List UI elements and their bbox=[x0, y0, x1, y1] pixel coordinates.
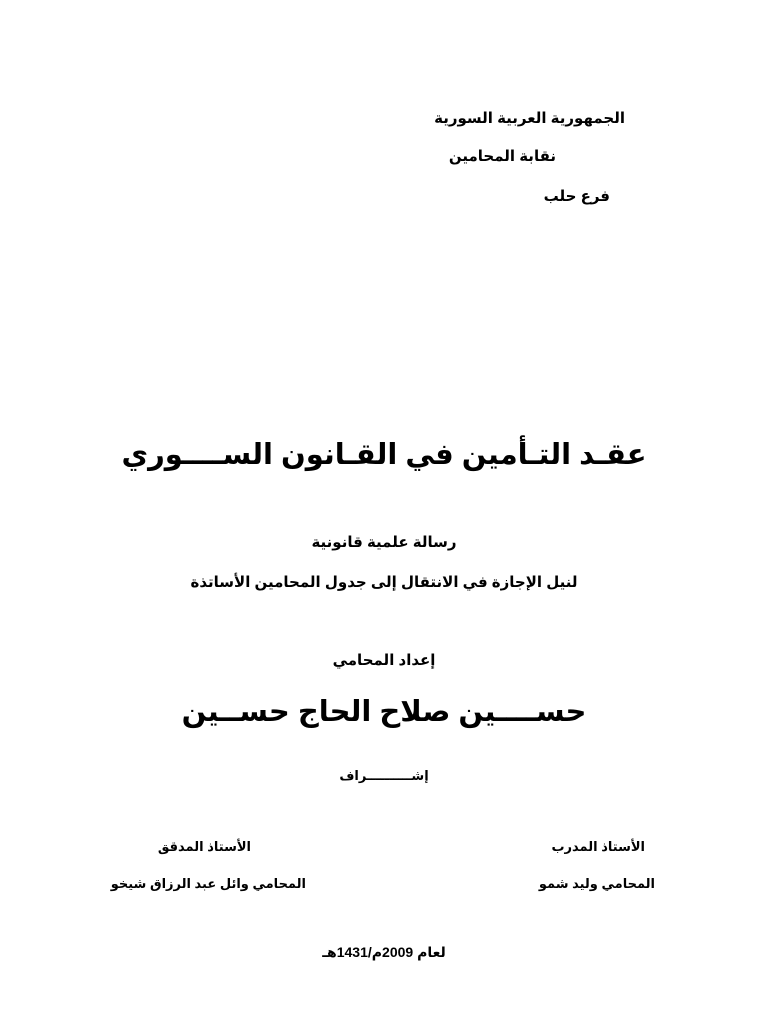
document-subtitle: رسالة علمية قانونية bbox=[311, 534, 457, 551]
header-syndicate: نقابة المحامين bbox=[448, 148, 556, 165]
trainer-name: المحامي وليد شمو bbox=[538, 876, 655, 891]
auditor-name: المحامي وائل عبد الرزاق شيخو bbox=[110, 876, 306, 891]
trainer-title: الأستاذ المدرب bbox=[551, 839, 645, 854]
prepared-by-label: إعداد المحامي bbox=[332, 652, 436, 669]
author-name: حســــين صلاح الحاج حســين bbox=[181, 696, 587, 728]
document-purpose: لنيل الإجازة في الانتقال إلى جدول المحامين الأساتذة bbox=[190, 574, 578, 591]
supervision-label: إشــــــــــراف bbox=[339, 768, 429, 783]
document-title: عقـد التـأمين في القـانون الســــوري bbox=[121, 439, 647, 471]
header-branch: فرع حلب bbox=[543, 188, 610, 205]
auditor-title: الأستاذ المدقق bbox=[157, 839, 251, 854]
header-country: الجمهورية العربية السورية bbox=[434, 110, 625, 127]
document-year: لعام 2009م/1431هـ bbox=[322, 944, 446, 960]
